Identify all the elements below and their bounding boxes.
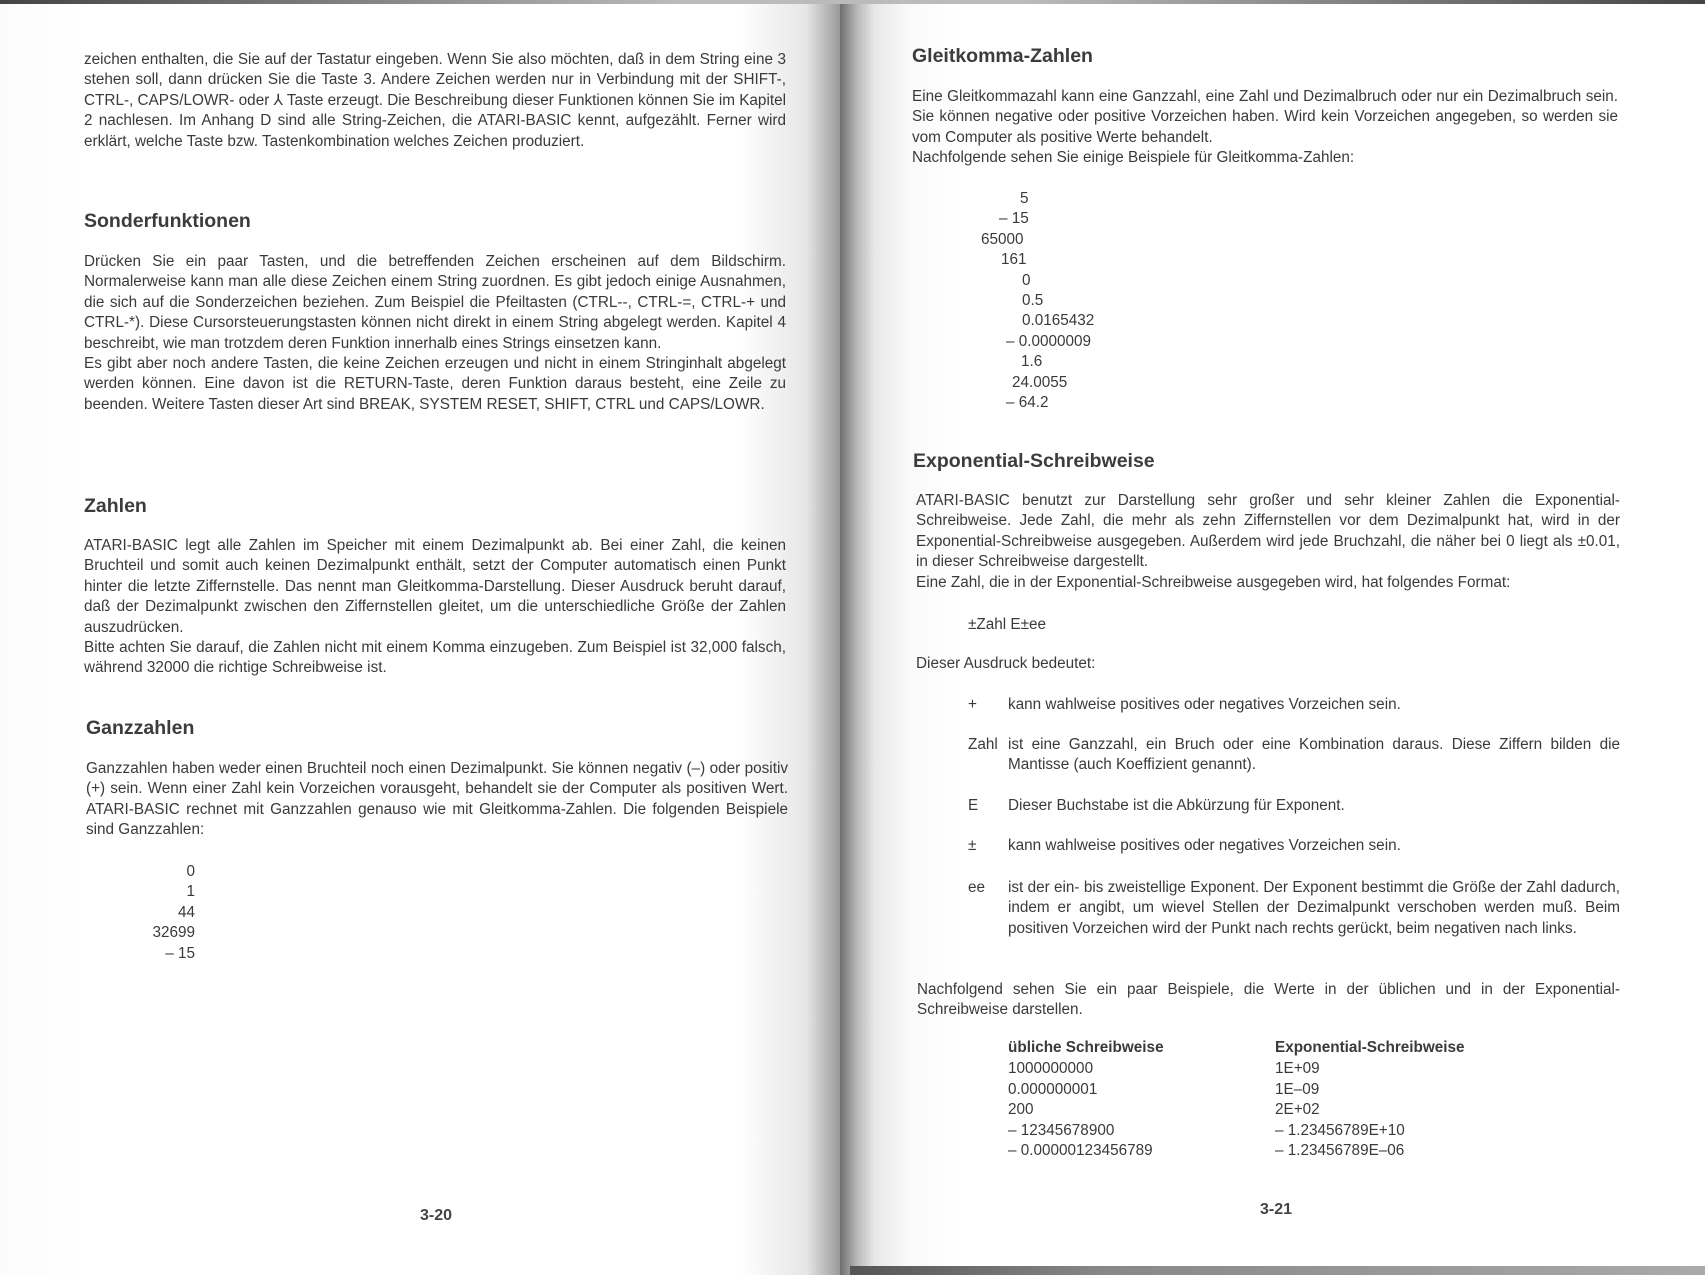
example-number: 1.6 [1021, 353, 1043, 371]
example-number: – 64.2 [1006, 394, 1049, 412]
table-cell: – 12345678900 [1008, 1121, 1115, 1139]
table-cell: 0.000000001 [1008, 1080, 1098, 1098]
table-row [1008, 1100, 1465, 1120]
definition-symbol: ee [968, 879, 986, 896]
zahlen-text [84, 536, 786, 679]
example-number: 0 [186, 863, 195, 880]
gleitkomma-text: Eine Gleitkommazahl kann eine Ganzzahl, eine Zahl und Dezimalbruch oder nur ein Dezimalbruch sein. Sie können negative oder positive Vorzeichen haben. Wird kein Vorzeichen angegeben, so werden sie vom Computer als positive Werte behandelt. Nachfolgende sehen Sie einige Beispiele für Gleitkomma-Zahlen: [912, 88, 1618, 167]
definition-item [968, 735, 1620, 776]
definition-item [968, 878, 1620, 939]
example-number: 44 [177, 903, 195, 921]
heading-gleitkomma: Gleitkomma-Zahlen [912, 45, 1093, 67]
table-cell: – 0.00000123456789 [1008, 1142, 1153, 1160]
heading-ganzzahlen: Ganzzahlen [86, 717, 195, 739]
scan-edge-bottom [850, 1266, 1705, 1275]
column-header: übliche Schreibweise [1008, 1039, 1164, 1056]
example-number: – 15 [999, 210, 1029, 228]
page-number-right: 3-21 [1260, 1201, 1293, 1218]
table-cell: 1000000000 [1008, 1060, 1094, 1078]
ganzzahlen-text: Ganzzahlen haben weder einen Bruchteil noch einen Dezimalpunkt. Sie können negativ (–) oder positiv (+) sein. Wenn einer Zahl kein Vorzeichen vorausgeht, behandelt sie der Computer als positiven Wert. ATARI-BASIC rechnet mit Ganzzahlen genauso wie mit Gleitkomma-Zahlen. Die folgenden Beispiele sind Ganzzahlen: [86, 760, 788, 839]
example-number: 1 [186, 883, 195, 901]
table-row [1008, 1141, 1465, 1161]
format-expression: ±Zahl E±ee [968, 616, 1047, 633]
table-cell: 1E+09 [1275, 1060, 1320, 1078]
definition-item [968, 695, 1620, 715]
definition-symbol: + [968, 696, 977, 713]
table-cell: – 1.23456789E–06 [1275, 1142, 1405, 1160]
table-row [1008, 1059, 1465, 1079]
example-number: 24.0055 [1012, 373, 1068, 391]
example-number: 0.0165432 [1022, 312, 1095, 330]
definition-symbol: Zahl [968, 736, 998, 753]
paragraph: Drücken Sie ein paar Tasten, und die betreffenden Zeichen erscheinen auf dem Bildschirm. Normalerweise kann man alle diese Zeichen einem String zuordnen. Es gibt jedoch einige Ausnahmen, die sich auf die Sonderzeichen beziehen. Zum Beispiel die Pfeiltasten (CTRL--, CTRL-=, CTRL-+ und CTRL-*). Diese Cursorsteuerungstasten können nicht direkt in einem String abgelegt werden. Kapitel 4 beschreibt, wie man trotzdem deren Funktion innerhalb eines Strings einsetzen kann. [84, 253, 786, 352]
integer-examples [120, 862, 195, 964]
heading-exponential: Exponential-Schreibweise [913, 450, 1155, 472]
definition-text: ist der ein- bis zweistellige Exponent. Der Exponent bestimmt die Größe der Zahl dadurch, indem er angibt, um wievel Stellen der Dezimalpunkt verschoben werden muß. Beim positiven Vorzeichen wird der Punkt nach rechts gerückt, beim negativen nach links. [1008, 879, 1620, 937]
definition-item [968, 836, 1620, 856]
example-number: 0.5 [1022, 292, 1044, 310]
heading-zahlen: Zahlen [84, 495, 147, 517]
table-row [1008, 1121, 1465, 1141]
definition-text: ist eine Ganzzahl, ein Bruch oder eine Kombination daraus. Diese Ziffern bilden die Mantisse (auch Koeffizient genannt). [1008, 736, 1620, 774]
exponential-text: ATARI-BASIC benutzt zur Darstellung sehr großer und sehr kleiner Zahlen die Exponential-Schreibweise. Jede Zahl, die mehr als zehn Ziffernstellen vor dem Dezimalpunkt hat, wird in der Exponential-Schreibweise ausgegeben. Außerdem wird jede Bruchzahl, die näher bei 0 liegt als ±0.01, in dieser Schreibweise dargestellt. Eine Zahl, die in der Exponential-Schreibweise ausgegeben wird, hat folgendes Format: [916, 492, 1620, 591]
scan-edge-top [0, 0, 1705, 4]
table-cell: 2E+02 [1275, 1101, 1320, 1119]
notation-table [1008, 1038, 1465, 1161]
definition-text: kann wahlweise positives oder negatives Vorzeichen sein. [1008, 696, 1401, 713]
heading-sonderfunktionen: Sonderfunktionen [84, 210, 251, 232]
definition-symbol: ± [968, 837, 977, 854]
example-number: 161 [1001, 251, 1027, 269]
table-intro: Nachfolgend sehen Sie ein paar Beispiele, die Werte in der üblichen und in der Exponential-Schreibweise darstellen. [917, 981, 1620, 1019]
paragraph: ATARI-BASIC legt alle Zahlen im Speicher mit einem Dezimalpunkt ab. Bei einer Zahl, die keinen Bruchteil und somit auch keinen Dezimalpunkt enthält, setzt der Computer automatisch einen Punkt hinter die letzte Ziffernstelle. Das nennt man Gleitkomma-Darstellung. Dieser Ausdruck beruht darauf, daß der Dezimalpunkt zwischen den Ziffernstellen gleitet, um die unterschiedliche Größe der Zahlen auszudrücken. [84, 537, 786, 636]
example-number: 5 [1020, 190, 1029, 207]
table-cell: 200 [1008, 1101, 1034, 1119]
page-number-left: 3-20 [420, 1207, 453, 1224]
table-cell: – 1.23456789E+10 [1275, 1121, 1405, 1139]
table-header-row [1008, 1038, 1465, 1059]
definition-text: Dieser Buchstabe ist die Abkürzung für Exponent. [1008, 797, 1345, 814]
table-row [1008, 1080, 1465, 1100]
float-examples [960, 189, 1100, 413]
table-cell: 1E–09 [1275, 1080, 1320, 1098]
example-number: – 15 [165, 944, 195, 962]
example-number: 32699 [152, 924, 195, 942]
intro-paragraph: zeichen enthalten, die Sie auf der Tastatur eingeben. Wenn Sie also möchten, daß in dem String eine 3 stehen soll, dann drücken Sie die Taste 3. Andere Zeichen werden nur in Verbindung mit der SHIFT-, CTRL-, CAPS/LOWR- oder ⅄ Taste erzeugt. Die Beschreibung dieser Funktionen können Sie im Kapitel 2 nachlesen. Im Anhang D sind alle String-Zeichen, die ATARI-BASIC kennt, aufgezählt. Ferner wird erklärt, welche Taste bzw. Tastenkombination welches Zeichen produziert. [84, 51, 786, 150]
definition-text: kann wahlweise positives oder negatives Vorzeichen sein. [1008, 837, 1401, 854]
definition-item [968, 796, 1620, 816]
paragraph: Bitte achten Sie darauf, die Zahlen nicht mit einem Komma einzugeben. Zum Beispiel ist 32,000 falsch, während 32000 die richtige Schreibweise ist. [84, 639, 786, 677]
meaning-intro: Dieser Ausdruck bedeutet: [916, 655, 1096, 672]
example-number: – 0.0000009 [1006, 332, 1092, 350]
example-number: 65000 [981, 230, 1024, 248]
definition-symbol: E [968, 797, 979, 814]
example-number: 0 [1022, 271, 1031, 289]
column-header: Exponential-Schreibweise [1275, 1039, 1465, 1056]
sonderfunktionen-text [84, 252, 786, 415]
paragraph: Es gibt aber noch andere Tasten, die keine Zeichen erzeugen und nicht in einem Stringinhalt abgelegt werden können. Eine davon ist die RETURN-Taste, deren Funktion daraus besteht, eine Zeile zu beenden. Weitere Tasten dieser Art sind BREAK, SYSTEM RESET, SHIFT, CTRL und CAPS/LOWR. [84, 355, 786, 413]
